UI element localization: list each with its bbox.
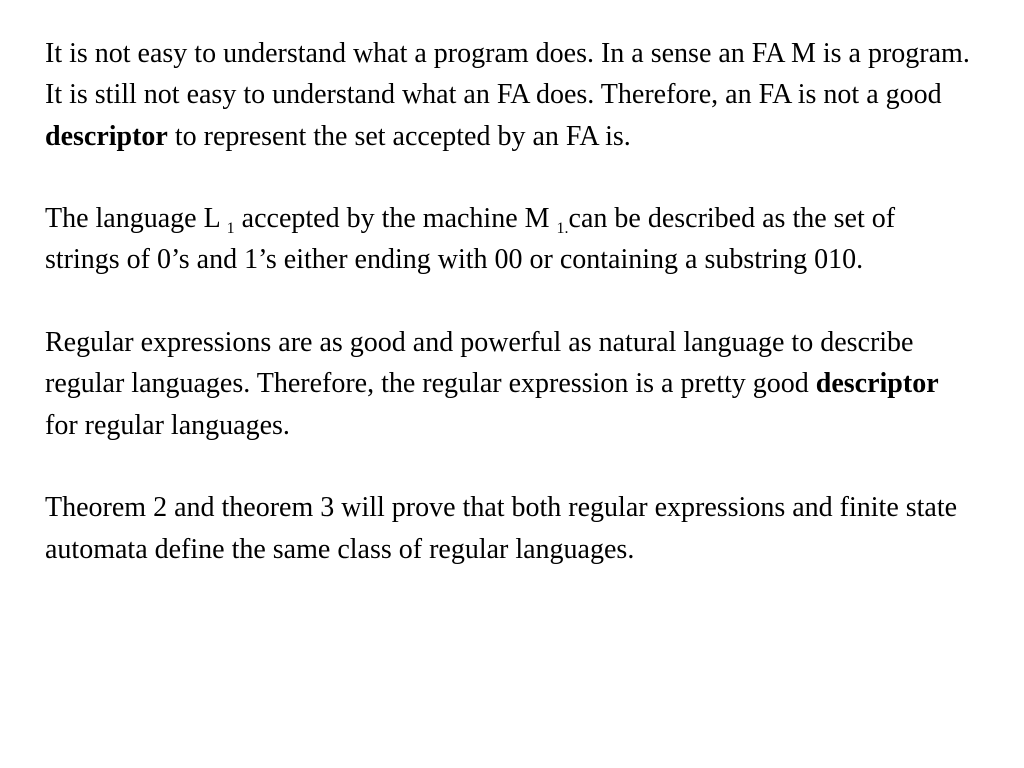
text-run: Theorem 2 and theorem 3 will prove that both regular expressions and finite state automata define the same class of regular languages. bbox=[45, 492, 958, 565]
paragraph-language-l1 bbox=[45, 198, 975, 281]
text-run: for regular languages. bbox=[45, 409, 290, 441]
paragraph-regular-expressions bbox=[45, 322, 975, 446]
paragraph-fa-descriptor bbox=[45, 33, 975, 157]
text-run: can be described as the set of strings of 0’s and 1’s either ending with 00 or containing a substring 010. bbox=[45, 203, 896, 276]
text-run: Regular expressions are as good and powerful as natural language to describe regular languages. Therefore, the regular expression is a pretty good bbox=[45, 327, 914, 400]
text-run: The language L bbox=[45, 203, 220, 235]
text-run: accepted by the machine M bbox=[234, 203, 550, 235]
subscript: 1. bbox=[556, 220, 569, 238]
bold-term-descriptor: descriptor bbox=[815, 368, 939, 400]
text-run: to represent the set accepted by an FA is. bbox=[167, 120, 631, 152]
paragraph-theorems bbox=[45, 487, 975, 570]
text-run: It is not easy to understand what a program does. In a sense an FA M is a program. It is still not easy to understand what an FA does. Therefore, an FA is not a good bbox=[45, 38, 970, 111]
bold-term-descriptor: descriptor bbox=[45, 120, 168, 152]
subscript: 1 bbox=[226, 220, 235, 238]
slide-content bbox=[45, 33, 975, 570]
